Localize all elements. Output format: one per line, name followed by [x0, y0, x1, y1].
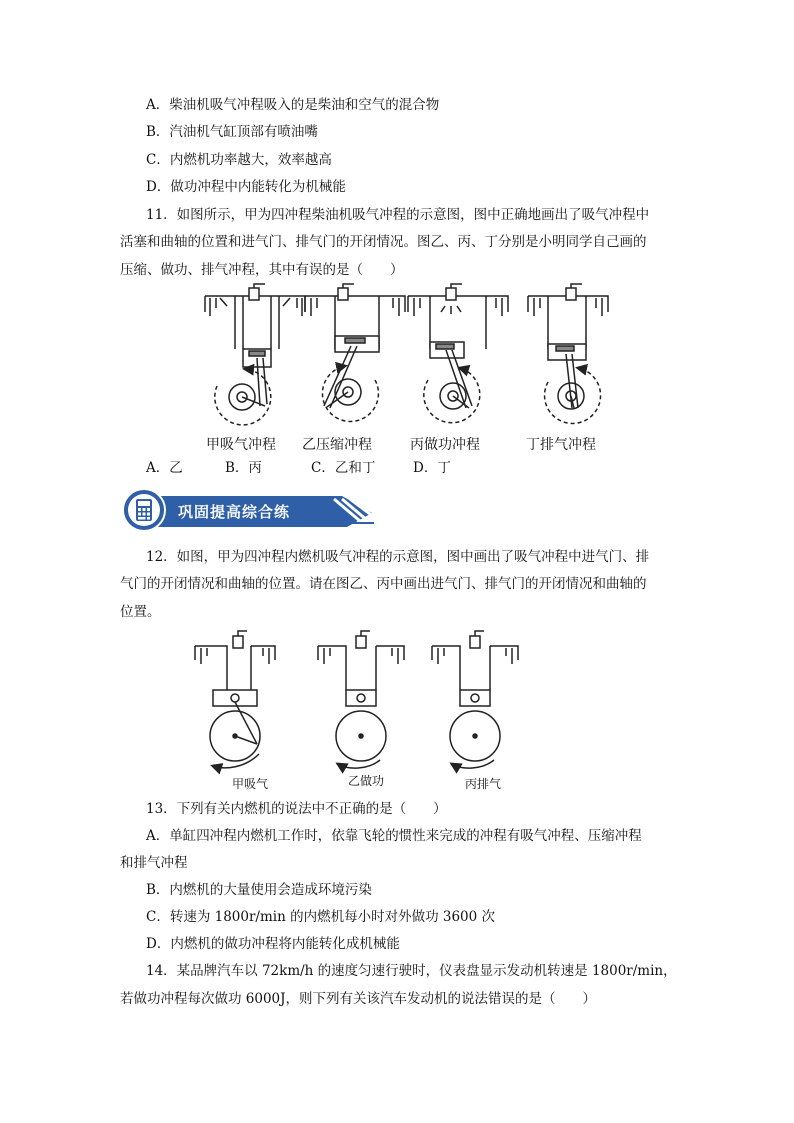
q13-option-a: A．单缸四冲程内燃机工作时，依靠飞轮的惯性来完成的冲程有吸气冲程、压缩冲程 [146, 828, 642, 844]
q11-option-b: B．丙 [225, 460, 262, 476]
q13-stem: 13．下列有关内燃机的说法中不正确的是（ ） [146, 801, 447, 817]
q11-stem-line-1: 11．如图所示，甲为四冲程柴油机吸气冲程的示意图，图中正确地画出了吸气冲程中 [146, 207, 650, 223]
engine-bing-diagram [408, 284, 508, 423]
q11-option-a: A．乙 [146, 460, 183, 476]
q12-caption-yi: 乙做功 [348, 774, 385, 788]
q12-engine-yi [318, 631, 404, 768]
q14-stem-line-2: 若做功冲程每次做功 6000J，则下列有关该汽车发动机的说法错误的是（ ） [120, 991, 597, 1007]
q10-option-a: A．柴油机吸气冲程吸入的是柴油和空气的混合物 [146, 97, 440, 113]
caption-ding: 丁排气冲程 [526, 437, 596, 453]
q12-engine-diagrams [0, 628, 794, 788]
q11-option-c: C．乙和丁 [311, 460, 376, 476]
q10-option-b: B．汽油机气缸顶部有喷油嘴 [146, 124, 318, 140]
engine-yi-diagram [305, 284, 405, 421]
q12-stem-line-1: 12．如图，甲为四冲程内燃机吸气冲程的示意图，图中画出了吸气冲程中进气门、排 [146, 549, 650, 565]
q14-stem-line-1: 14．某品牌汽车以 72km/h 的速度匀速行驶时，仪表盘显示发动机转速是 1800r/min， [146, 963, 677, 979]
section-banner [122, 487, 377, 533]
engine-jia-diagram [205, 284, 305, 425]
caption-jia: 甲吸气冲程 [206, 437, 276, 453]
q12-caption-bing: 丙排气 [465, 777, 502, 791]
section-banner-title: 巩固提高综合练 [178, 503, 291, 521]
q13-option-d: D．内燃机的做功冲程将内能转化成机械能 [146, 936, 400, 952]
q12-stem-line-3: 位置。 [120, 604, 161, 620]
q13-option-b: B．内燃机的大量使用会造成环境污染 [146, 882, 372, 898]
q13-option-a-cont: 和排气冲程 [120, 855, 188, 871]
q12-stem-line-2: 气门的开闭情况和曲轴的位置。请在图乙、丙中画出进气门、排气门的开闭情况和曲轴的 [120, 576, 647, 592]
q11-stem-line-3: 压缩、做功、排气冲程，其中有误的是（ ） [120, 262, 404, 278]
q12-engine-jia [195, 631, 275, 768]
q11-stem-line-2: 活塞和曲轴的位置和进气门、排气门的开闭情况。图乙、丙、丁分别是小明同学自己画的 [120, 234, 647, 250]
caption-bing: 丙做功冲程 [410, 437, 480, 453]
engine-ding-diagram [528, 284, 608, 423]
caption-yi: 乙压缩冲程 [302, 437, 372, 453]
q10-option-d: D．做功冲程中内能转化为机械能 [146, 179, 346, 195]
q12-caption-jia: 甲吸气 [232, 777, 269, 791]
calculator-icon [136, 499, 152, 521]
q13-option-c: C．转速为 1800r/min 的内燃机每小时对外做功 3600 次 [146, 909, 496, 925]
q12-engine-bing [432, 631, 518, 768]
q11-engine-diagrams [0, 284, 794, 444]
q11-option-d: D．丁 [413, 460, 451, 476]
q10-option-c: C．内燃机功率越大，效率越高 [146, 152, 332, 168]
